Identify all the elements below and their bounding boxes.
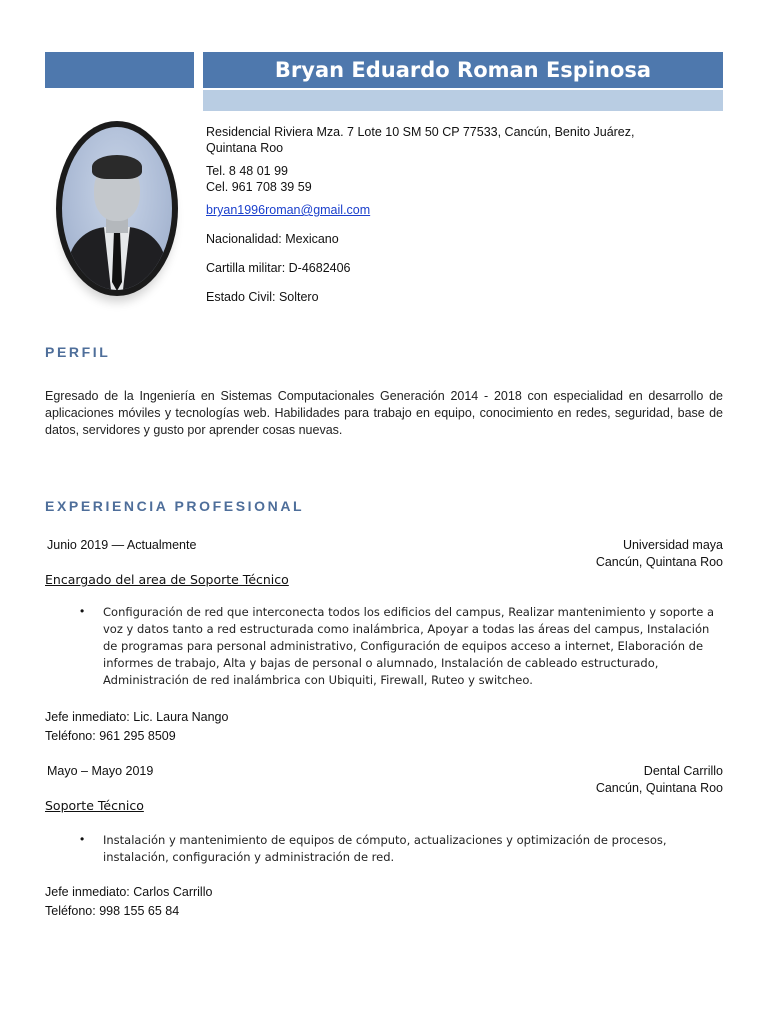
profile-heading: PERFIL bbox=[45, 344, 111, 360]
nationality: Nacionalidad: Mexicano bbox=[206, 232, 339, 246]
bullet-icon: • bbox=[80, 832, 85, 846]
job-2-location: Cancún, Quintana Roo bbox=[595, 781, 723, 795]
job-1-role: Encargado del area de Soporte Técnico bbox=[45, 572, 289, 587]
job-1-dates: Junio 2019 — Actualmente bbox=[47, 538, 197, 552]
job-2-employer-name: Dental Carrillo bbox=[643, 764, 723, 778]
job-1-employer bbox=[596, 537, 723, 571]
civil-status: Estado Civil: Soltero bbox=[206, 290, 319, 304]
job-1-employer-name: Universidad maya bbox=[622, 538, 723, 552]
military-id: Cartilla militar: D-4682406 bbox=[206, 261, 351, 275]
header-accent-bar bbox=[45, 52, 194, 88]
job-2-duties: Instalación y mantenimiento de equipos de cómputo, actualizaciones y optimización de procesos, instalación, configuración y administración de red. bbox=[103, 833, 667, 864]
address-line-1: Residencial Riviera Mza. 7 Lote 10 SM 50 CP 77533, Cancún, Benito Juárez, bbox=[206, 125, 635, 139]
bullet-icon: • bbox=[80, 604, 85, 618]
job-1-duties: Configuración de red que interconecta todos los edificios del campus, Realizar mantenimiento y soporte a voz y datos tanto a red estructurada como inalámbrica, Apoyar a todas las áreas del campus, Instalación de programas para personal administrativo, Configuración de equipos acceso a internet, Elaboración de informes de trabajo, Alta y bajas de personal o alumnado, Instalación de cableado estructurado, Administración de red inalámbrica con Ubiquiti, Firewall, Ruteo y switcheo. bbox=[103, 605, 715, 687]
job-1-location: Cancún, Quintana Roo bbox=[595, 555, 723, 569]
cel: Cel. 961 708 39 59 bbox=[206, 180, 312, 194]
job-2-role: Soporte Técnico bbox=[45, 798, 144, 813]
header-sub-bar bbox=[203, 90, 723, 111]
phones bbox=[206, 163, 312, 195]
address bbox=[206, 124, 634, 156]
photo-portrait bbox=[62, 127, 172, 290]
profile-photo bbox=[56, 121, 178, 296]
email-row bbox=[206, 202, 370, 218]
job-2-dates: Mayo – Mayo 2019 bbox=[47, 764, 154, 778]
experience-heading: EXPERIENCIA PROFESIONAL bbox=[45, 498, 305, 514]
profile-text: Egresado de la Ingeniería en Sistemas Computacionales Generación 2014 - 2018 con especialidad en desarrollo de aplicaciones móviles y tecnologías web. Habilidades para trabajo en equipo, conocimiento en redes, seguridad, base de datos, servidores y gusto por aprender cosas nuevas. bbox=[45, 389, 723, 437]
tel: Tel. 8 48 01 99 bbox=[206, 164, 289, 178]
candidate-name: Bryan Eduardo Roman Espinosa bbox=[203, 52, 723, 88]
job-2-employer bbox=[596, 763, 723, 797]
portrait-hair bbox=[92, 155, 142, 179]
address-line-2: Quintana Roo bbox=[206, 141, 284, 155]
job-1-phone: Teléfono: 961 295 8509 bbox=[45, 729, 176, 743]
job-1-boss: Jefe inmediato: Lic. Laura Nango bbox=[45, 710, 229, 724]
job-2-boss: Jefe inmediato: Carlos Carrillo bbox=[45, 885, 213, 899]
job-2-phone: Teléfono: 998 155 65 84 bbox=[45, 904, 180, 918]
email-link[interactable]: bryan1996roman@gmail.com bbox=[206, 203, 371, 217]
